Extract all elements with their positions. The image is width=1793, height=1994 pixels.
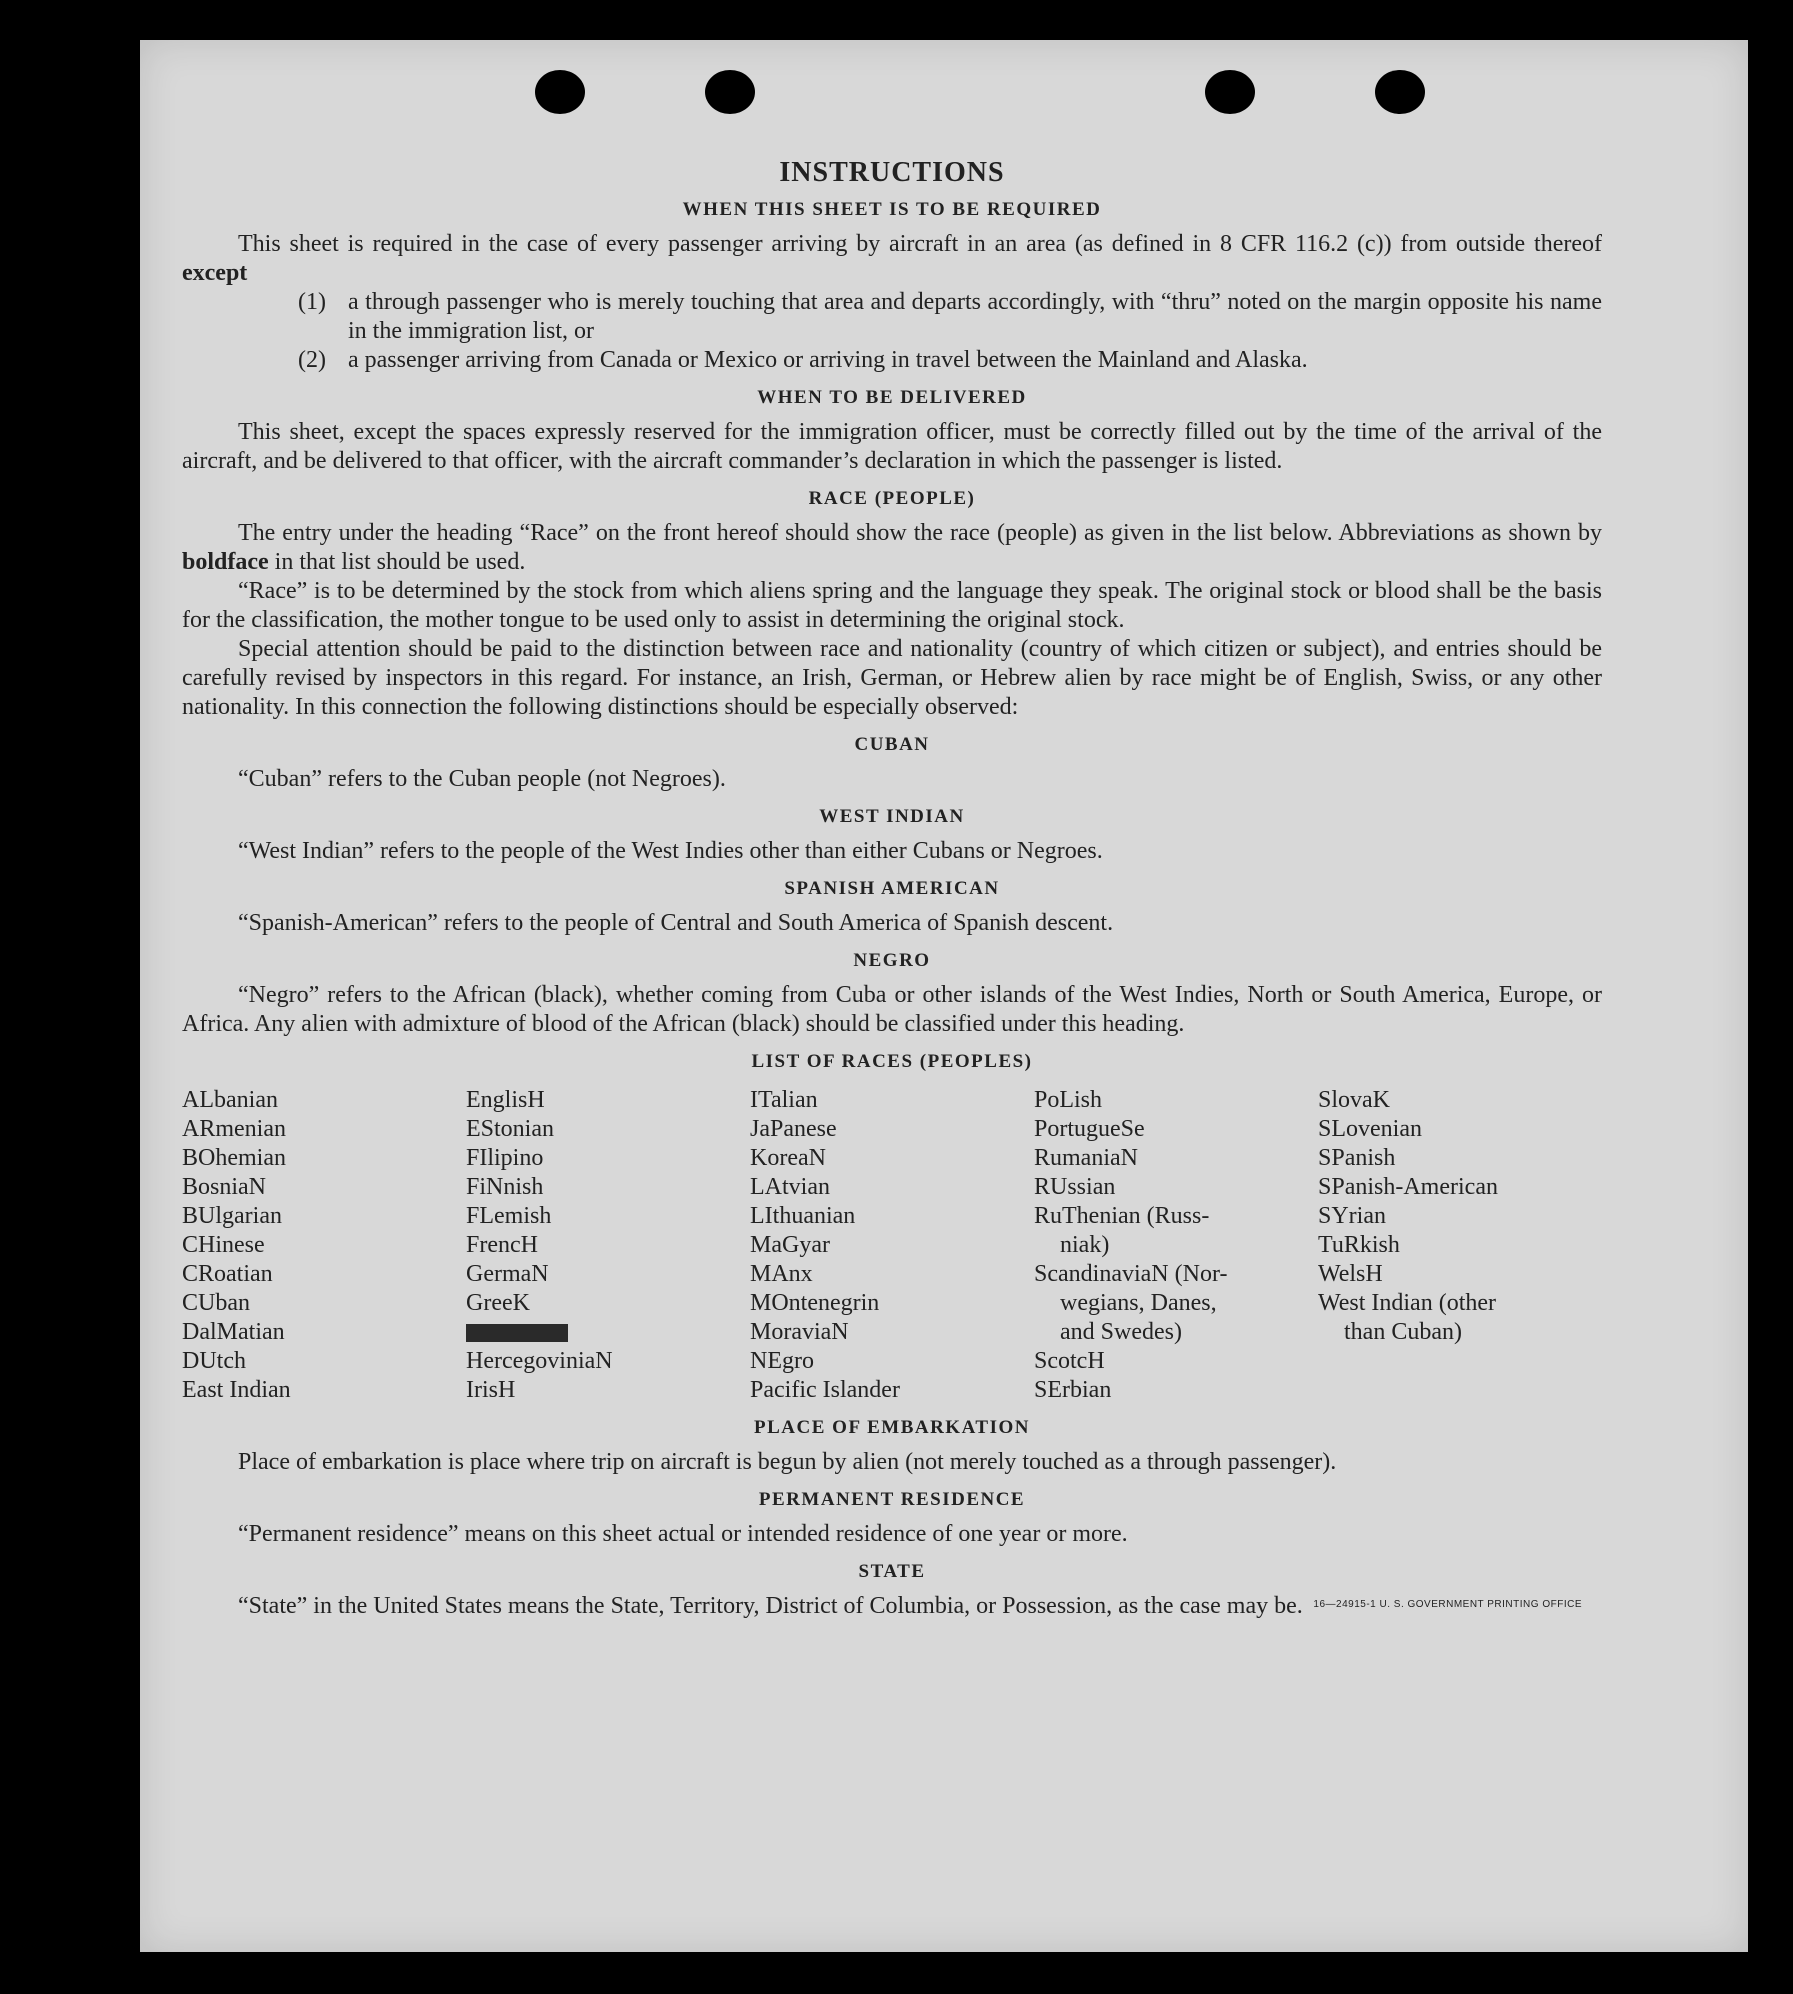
punch-hole — [1205, 70, 1255, 114]
race-p1-text: The entry under the heading “Race” on the front hereof should show the race (people) as given in the list below. Abbreviations as shown by — [238, 520, 1602, 546]
race-item: DalMatian — [182, 1319, 285, 1345]
race-item: SLovenian — [1318, 1116, 1422, 1142]
race-item: RUssian — [1034, 1174, 1116, 1200]
race-item: FIlipino — [466, 1145, 544, 1171]
required-text: This sheet is required in the case of every passenger arriving by aircraft in an area (as defined in 8 CFR 116.2 (c)) from outside thereof — [238, 231, 1602, 257]
redaction-mark — [466, 1324, 568, 1342]
negro-paragraph: “Negro” refers to the African (black), whether coming from Cuba or other islands of the West Indies, North or South America, Europe, or Africa. Any alien with admixture of blood of the African (black) should be classified under this heading. — [182, 982, 1602, 1037]
section-heading-spanish-american: SPANISH AMERICAN — [784, 878, 1000, 899]
punch-hole — [535, 70, 585, 114]
race-item: DUtch — [182, 1348, 246, 1374]
race-item: SPanish — [1318, 1145, 1396, 1171]
race-item-continued: than Cuban) — [1344, 1319, 1462, 1345]
race-item: FiNnish — [466, 1174, 544, 1200]
race-item: MaGyar — [750, 1232, 830, 1258]
state-paragraph: “State” in the United States means the State, Territory, District of Columbia, or Possession, as the case may be. — [238, 1593, 1303, 1619]
race-item: MoraviaN — [750, 1319, 849, 1345]
race-item: SErbian — [1034, 1377, 1112, 1403]
race-item: IrisH — [466, 1377, 516, 1403]
section-heading-state: STATE — [858, 1561, 926, 1582]
section-heading-negro: NEGRO — [853, 950, 931, 971]
race-item: ARmenian — [182, 1116, 286, 1142]
section-heading-cuban: CUBAN — [854, 734, 930, 755]
west-indian-paragraph: “West Indian” refers to the people of the West Indies other than either Cubans or Negroes. — [238, 838, 1103, 864]
section-heading-residence: PERMANENT RESIDENCE — [758, 1489, 1026, 1510]
section-heading-west-indian: WEST INDIAN — [819, 806, 965, 827]
race-item: MAnx — [750, 1261, 813, 1287]
race-item: CHinese — [182, 1232, 265, 1258]
section-heading-embarkation: PLACE OF EMBARKATION — [754, 1417, 1030, 1438]
item-number: (2) — [298, 347, 326, 373]
punch-hole — [1375, 70, 1425, 114]
race-item: ScotcH — [1034, 1348, 1105, 1374]
race-item: ITalian — [750, 1087, 818, 1113]
race-item: BosniaN — [182, 1174, 266, 1200]
race-item-continued: niak) — [1060, 1232, 1110, 1258]
race-item: NEgro — [750, 1348, 814, 1374]
required-paragraph — [182, 230, 1602, 288]
document-sheet — [140, 40, 1748, 1952]
required-except: except — [182, 260, 248, 286]
races-column-1 — [182, 1086, 466, 1405]
race-item: GermaN — [466, 1261, 549, 1287]
race-item: PoLish — [1034, 1087, 1103, 1113]
race-item: RumaniaN — [1034, 1145, 1138, 1171]
races-column-5 — [1318, 1086, 1602, 1405]
race-item-redacted — [466, 1318, 750, 1347]
race-item: CRoatian — [182, 1261, 273, 1287]
embarkation-paragraph: Place of embarkation is place where trip on aircraft is begun by alien (not merely touched as a through passenger). — [238, 1449, 1337, 1475]
race-item: ScandinaviaN (Nor- — [1034, 1261, 1228, 1287]
race-item: RuThenian (Russ- — [1034, 1203, 1210, 1229]
exception-item — [298, 346, 1602, 375]
race-item: FrencH — [466, 1232, 538, 1258]
state-footer-row — [182, 1592, 1602, 1621]
race-paragraph-1 — [182, 519, 1602, 577]
race-item: Pacific Islander — [750, 1377, 900, 1403]
section-heading-race: RACE (PEOPLE) — [808, 488, 976, 509]
races-column-3 — [750, 1086, 1034, 1405]
item-number: (1) — [298, 289, 326, 315]
residence-paragraph: “Permanent residence” means on this sheet actual or intended residence of one year or more. — [238, 1521, 1128, 1547]
race-item: BUlgarian — [182, 1203, 282, 1229]
race-item: KoreaN — [750, 1145, 826, 1171]
races-column-4 — [1034, 1086, 1318, 1405]
races-list — [182, 1086, 1602, 1405]
race-item: CUban — [182, 1290, 250, 1316]
race-item: EStonian — [466, 1116, 554, 1142]
exception-item — [298, 288, 1602, 346]
race-item: PortugueSe — [1034, 1116, 1145, 1142]
race-item: GreeK — [466, 1290, 530, 1316]
race-item: West Indian (other — [1318, 1290, 1497, 1316]
race-paragraph-3: Special attention should be paid to the distinction between race and nationality (country of which citizen or subject), and entries should be carefully revised by inspectors in this regard. For instance, an Irish, German, or Hebrew alien by race might be of English, Swiss, or any other nationality. In this connection the following distinctions should be especially observed: — [182, 636, 1602, 720]
spanish-american-paragraph: “Spanish-American” refers to the people of Central and South America of Spanish descent. — [238, 910, 1114, 936]
race-item: LIthuanian — [750, 1203, 856, 1229]
page-title: INSTRUCTIONS — [779, 157, 1005, 188]
race-item: LAtvian — [750, 1174, 830, 1200]
document-body — [182, 158, 1602, 1621]
delivered-paragraph: This sheet, except the spaces expressly reserved for the immigration officer, must be correctly filled out by the time of the arrival of the aircraft, and be delivered to that officer, with the aircraft commander’s declaration in which the passenger is listed. — [182, 419, 1602, 474]
section-heading-required: WHEN THIS SHEET IS TO BE REQUIRED — [682, 199, 1102, 220]
races-column-2 — [466, 1086, 750, 1405]
race-p1-text-end: in that list should be used. — [274, 549, 526, 575]
race-item: SYrian — [1318, 1203, 1386, 1229]
punch-hole — [705, 70, 755, 114]
race-item: ALbanian — [182, 1087, 278, 1113]
printing-office-line: 16—24915-1 U. S. GOVERNMENT PRINTING OFFICE — [1313, 1599, 1582, 1610]
race-item: BOhemian — [182, 1145, 286, 1171]
cuban-paragraph: “Cuban” refers to the Cuban people (not Negroes). — [238, 766, 726, 792]
race-item-continued: and Swedes) — [1060, 1319, 1182, 1345]
section-heading-races-list: LIST OF RACES (PEOPLES) — [751, 1051, 1033, 1072]
section-heading-delivered: WHEN TO BE DELIVERED — [757, 387, 1027, 408]
race-item: EnglisH — [466, 1087, 545, 1113]
race-item: WelsH — [1318, 1261, 1383, 1287]
race-item: East Indian — [182, 1377, 291, 1403]
race-item-continued: wegians, Danes, — [1060, 1290, 1217, 1316]
item-text: a passenger arriving from Canada or Mexico or arriving in travel between the Mainland and Alaska. — [348, 347, 1308, 373]
race-item: SPanish-American — [1318, 1174, 1498, 1200]
race-paragraph-2: “Race” is to be determined by the stock from which aliens spring and the language they speak. The original stock or blood shall be the basis for the classification, the mother tongue to be used only to assist in determining the original stock. — [182, 578, 1602, 633]
race-item: JaPanese — [750, 1116, 837, 1142]
race-item: SlovaK — [1318, 1087, 1390, 1113]
race-item: TuRkish — [1318, 1232, 1400, 1258]
item-text: a through passenger who is merely touching that area and departs accordingly, with “thru” noted on the margin opposite his name in the immigration list, or — [348, 289, 1602, 344]
race-item: FLemish — [466, 1203, 552, 1229]
race-item: MOntenegrin — [750, 1290, 880, 1316]
race-p1-boldface: boldface — [182, 549, 269, 575]
race-item: HercegoviniaN — [466, 1348, 613, 1374]
